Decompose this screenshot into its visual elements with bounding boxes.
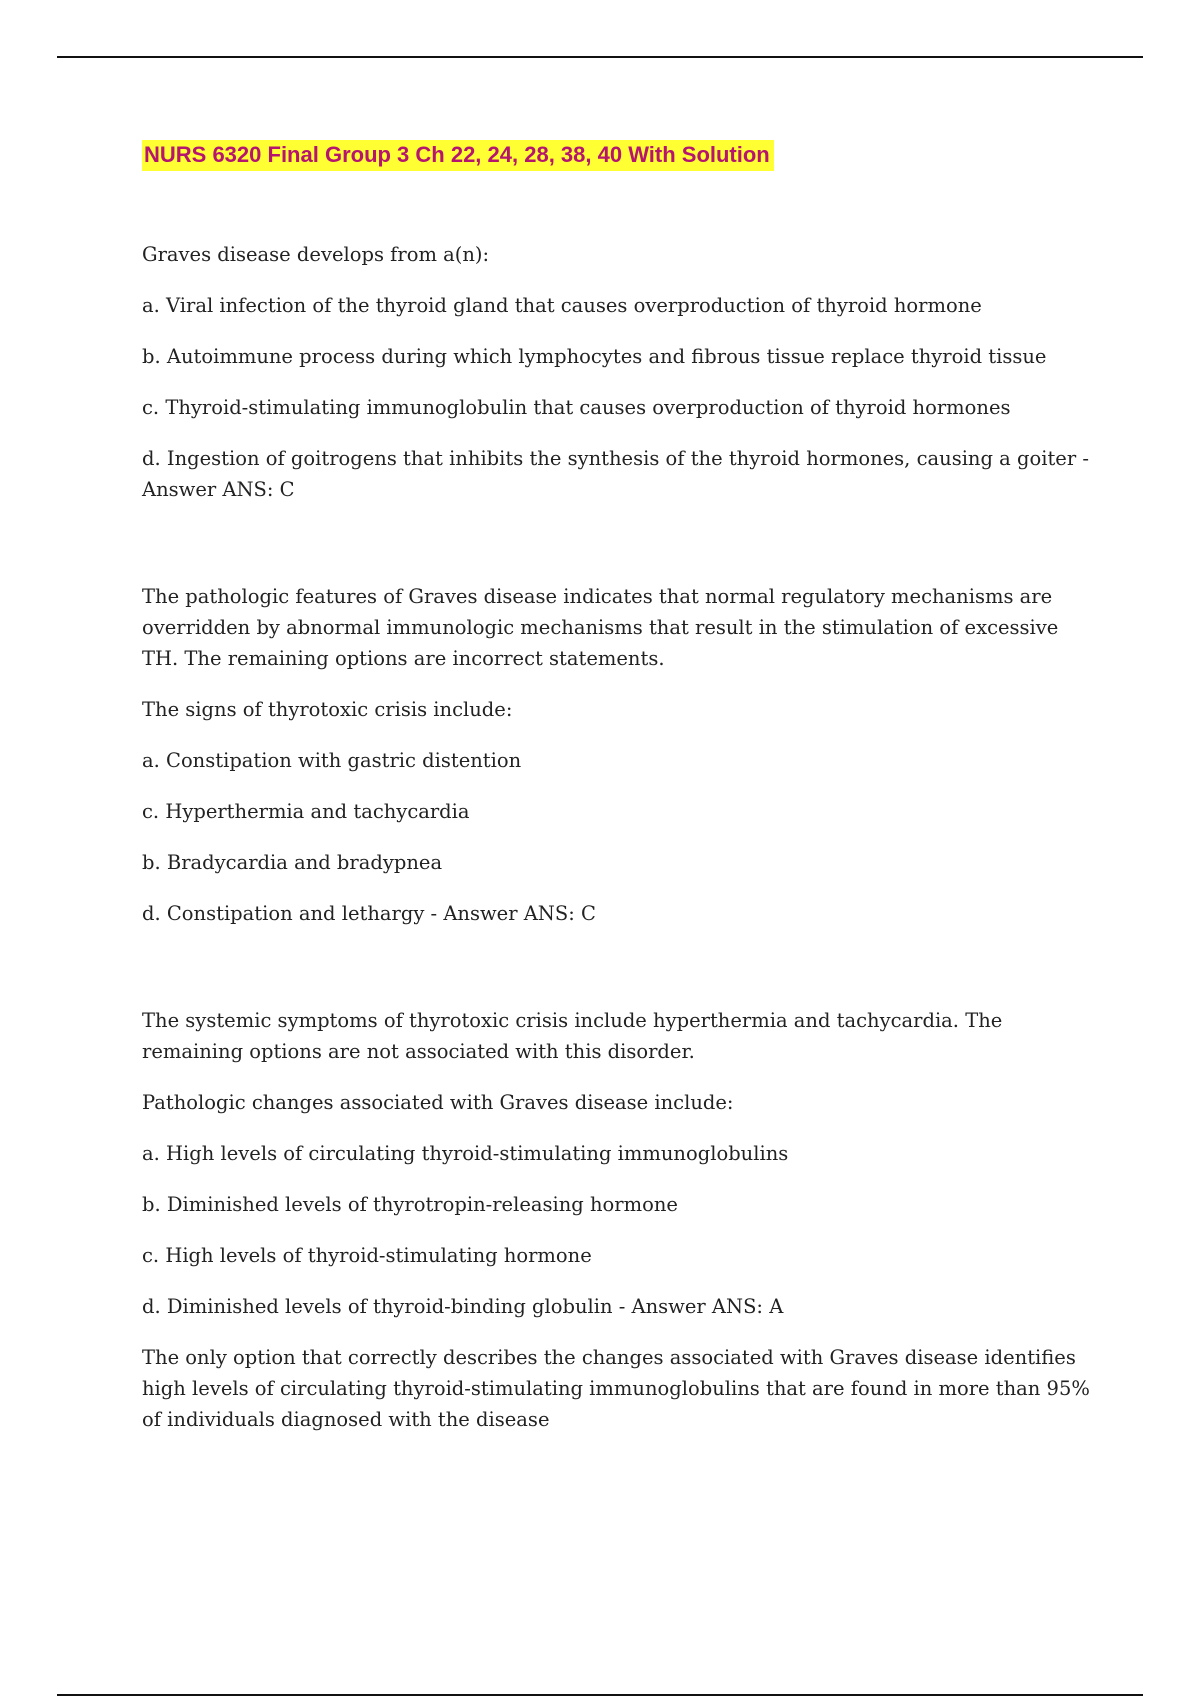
question-3-stem: Pathologic changes associated with Graves disease include: [142, 1091, 734, 1114]
section-spacer [142, 949, 1097, 1005]
question-3-rationale: The only option that correctly describes the changes associated with Graves disease identifies high levels of circulating thyroid-stimulating immunoglobulins that are found in more than 95% of individuals diagnosed with the disease [142, 1346, 1090, 1431]
question-2-rationale: The systemic symptoms of thyrotoxic crisis include hyperthermia and tachycardia. The remaining options are not associated with this disorder. [142, 1009, 1003, 1063]
question-1-option-b: b. Autoimmune process during which lymphocytes and fibrous tissue replace thyroid tissue [142, 345, 1047, 368]
question-3-option-b: b. Diminished levels of thyrotropin-releasing hormone [142, 1193, 678, 1216]
question-3-option-d: d. Diminished levels of thyroid-binding globulin - Answer ANS: A [142, 1295, 784, 1318]
question-3-option-a: a. High levels of circulating thyroid-stimulating immunoglobulins [142, 1142, 789, 1165]
bottom-rule [57, 1694, 1143, 1696]
question-3-option-c: c. High levels of thyroid-stimulating hormone [142, 1244, 592, 1267]
question-2-option-c: c. Hyperthermia and tachycardia [142, 800, 470, 823]
question-2-stem: The signs of thyrotoxic crisis include: [142, 698, 513, 721]
question-1-option-a: a. Viral infection of the thyroid gland that causes overproduction of thyroid hormone [142, 294, 982, 317]
question-1-option-d: d. Ingestion of goitrogens that inhibits the synthesis of the thyroid hormones, causing a goiter - Answer ANS: C [142, 447, 1089, 501]
top-rule [57, 56, 1143, 58]
question-1-stem: Graves disease develops from a(n): [142, 243, 490, 266]
question-2-option-d: d. Constipation and lethargy - Answer ANS: C [142, 902, 596, 925]
document-title: NURS 6320 Final Group 3 Ch 22, 24, 28, 38, 40 With Solution [142, 140, 774, 171]
document-body [142, 140, 1097, 1455]
question-1-option-c: c. Thyroid-stimulating immunoglobulin that causes overproduction of thyroid hormones [142, 396, 1011, 419]
section-spacer [142, 525, 1097, 581]
question-1-rationale: The pathologic features of Graves disease indicates that normal regulatory mechanisms are overridden by abnormal immunologic mechanisms that result in the stimulation of excessive TH. The remaining options are incorrect statements. [142, 585, 1059, 670]
question-2-option-a: a. Constipation with gastric distention [142, 749, 522, 772]
question-2-option-b: b. Bradycardia and bradypnea [142, 851, 443, 874]
